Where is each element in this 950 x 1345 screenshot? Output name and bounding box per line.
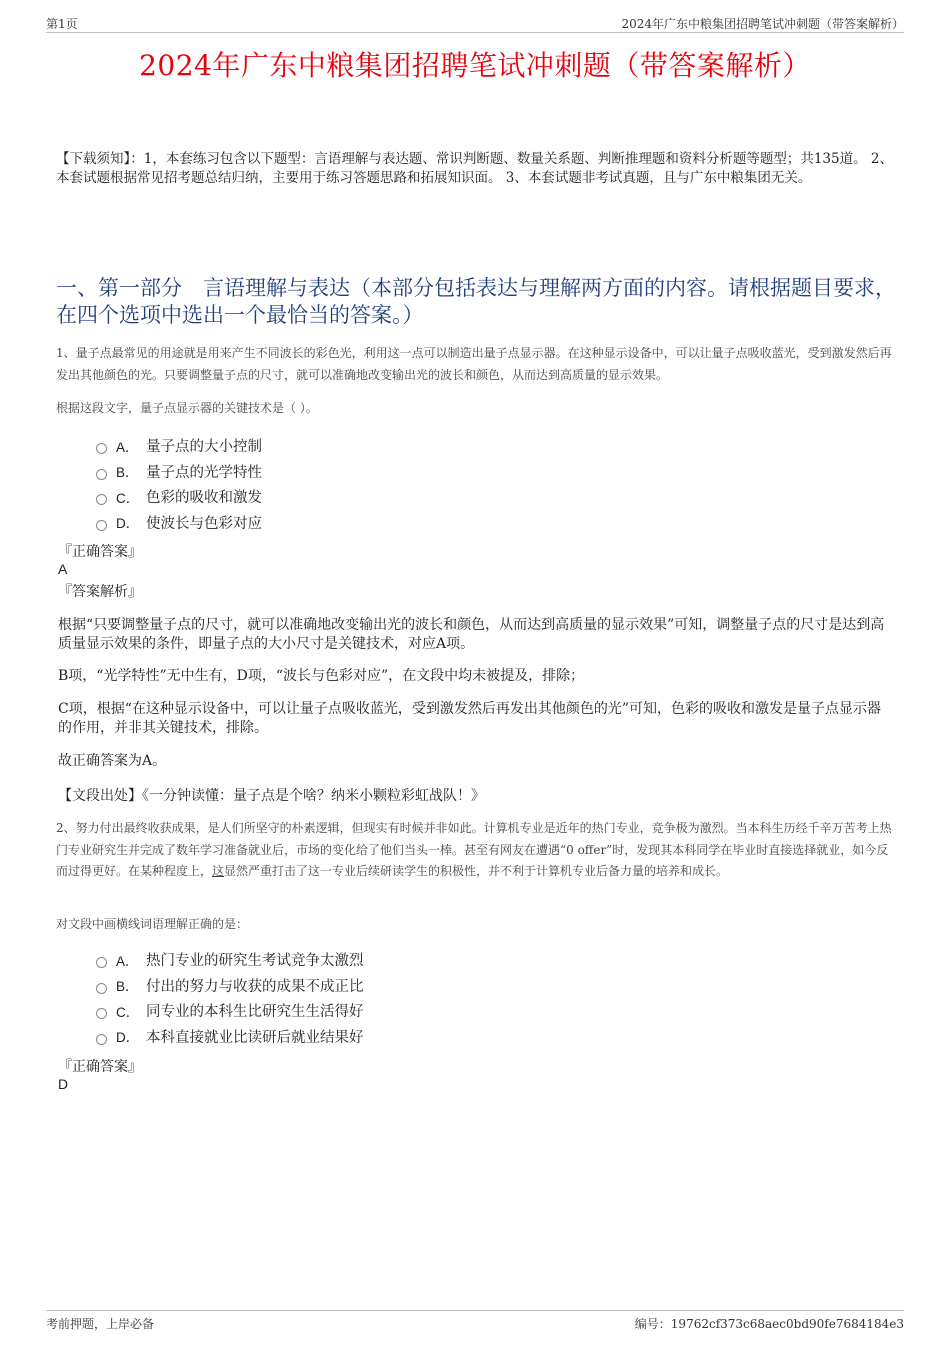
analysis-paragraph: C项，根据“在这种显示设备中，可以让量子点吸收蓝光，受到激发然后再发出其他颜色的光”可知，色彩的吸收和激发是量子点显示器的作用，并非其关键技术，排除。 [58, 701, 882, 736]
radio-icon[interactable] [96, 983, 107, 994]
option-text: 量子点的光学特性 [146, 464, 262, 481]
source-note: 【文段出处】《一分钟读懂：量子点是个啥？纳米小颗粒彩虹战队！》 [58, 788, 485, 804]
footer-slogan: 考前押题，上岸必备 [46, 1317, 155, 1331]
download-notice: 【下载须知】：1，本套练习包含以下题型：言语理解与表达题、常识判断题、数量关系题、判断推理题和资料分析题等题型；共135道。 2、本套试题根据常见招考题总结归纳，主要用于练习答题思路和拓展知识面。 3、本套试题非考试真题，且与广东中粮集团无关。 [56, 151, 893, 186]
radio-icon[interactable] [96, 494, 107, 505]
answer-value: D [58, 1076, 69, 1092]
option-key: C． [116, 490, 140, 506]
page-header [46, 14, 904, 33]
option-b[interactable] [96, 973, 796, 999]
option-key: A． [116, 953, 139, 969]
radio-icon[interactable] [96, 469, 107, 480]
radio-icon[interactable] [96, 520, 107, 531]
question-2-text: 2、努力付出最终收获成果，是人们所坚守的朴素逻辑，但现实有时候并非如此。计算机专业是近年的热门专业，竞争极为激烈。当本科生历经千辛万苦考上热门专业研究生并完成了数年学习准备就业后，市场的变化给了他们当头一棒。甚至有网友在遭遇“0 offer”时，发现其本科同学在毕业时直接选择就业，如今反而过得更好。在某种程度上，这显然严重打击了这一专业后续研读学生的积极性，并不利于计算机专业后备力量的培养和成长。 [56, 821, 892, 878]
radio-icon[interactable] [96, 1008, 107, 1019]
question-1-options [96, 433, 796, 535]
option-text: 热门专业的研究生考试竞争太激烈 [146, 953, 364, 970]
analysis-conclusion: 故正确答案为A。 [58, 753, 167, 769]
question-2-prompt: 对文段中画横线词语理解正确的是： [56, 917, 249, 931]
option-text: 付出的努力与收获的成果不成正比 [146, 978, 364, 995]
document-id: 编号：19762cf373c68aec0bd90fe7684184e3 [634, 1317, 904, 1331]
header-doc-title: 2024年广东中粮集团招聘笔试冲刺题（带答案解析） [621, 17, 904, 31]
option-key: C． [116, 1004, 140, 1020]
underlined-word: 这 [212, 864, 225, 878]
option-text: 同专业的本科生比研究生生活得好 [146, 1004, 364, 1021]
answer-label: 『正确答案』 [58, 544, 142, 560]
question-1-prompt: 根据这段文字，量子点显示器的关键技术是（ ）。 [56, 401, 318, 415]
option-key: B． [116, 979, 139, 995]
option-c[interactable] [96, 998, 796, 1024]
option-key: D． [116, 1030, 140, 1046]
option-a[interactable] [96, 433, 796, 459]
page-footer [46, 1310, 904, 1333]
answer-label: 『正确答案』 [58, 1059, 142, 1075]
option-key: D． [116, 516, 140, 532]
analysis-label: 『答案解析』 [58, 584, 142, 600]
radio-icon[interactable] [96, 443, 107, 454]
option-d[interactable] [96, 1024, 796, 1050]
option-b[interactable] [96, 459, 796, 485]
option-key: B． [116, 465, 139, 481]
question-2-options [96, 947, 796, 1049]
answer-value: A [58, 561, 68, 577]
option-text: 使波长与色彩对应 [146, 515, 262, 532]
option-text: 色彩的吸收和激发 [146, 490, 262, 507]
option-text: 本科直接就业比读研后就业结果好 [146, 1029, 364, 1046]
option-c[interactable] [96, 484, 796, 510]
option-text: 量子点的大小控制 [146, 439, 262, 456]
page-number: 第1页 [46, 17, 78, 31]
question-1-text: 1、量子点最常见的用途就是用来产生不同波长的彩色光，利用这一点可以制造出量子点显示器。在这种显示设备中，可以让量子点吸收蓝光，受到激发然后再发出其他颜色的光。只要调整量子点的尺寸，就可以准确地改变输出光的波长和颜色，从而达到高质量的显示效果。 [56, 346, 892, 382]
document-title: 2024年广东中粮集团招聘笔试冲刺题（带答案解析） [139, 49, 811, 82]
analysis-paragraph: B项，“光学特性”无中生有，D项，“波长与色彩对应”，在文段中均未被提及，排除； [58, 668, 585, 684]
option-key: A． [116, 439, 139, 455]
analysis-paragraph: 根据“只要调整量子点的尺寸，就可以准确地改变输出光的波长和颜色，从而达到高质量的显示效果”可知，调整量子点的尺寸是达到高质量显示效果的条件，即量子点的大小尺寸是关键技术，对应A项。 [58, 617, 885, 652]
radio-icon[interactable] [96, 957, 107, 968]
section-title: 一、第一部分 言语理解与表达（本部分包括表达与理解两方面的内容。请根据题目要求，在四个选项中选出一个最恰当的答案。） [56, 276, 896, 327]
option-d[interactable] [96, 510, 796, 536]
option-a[interactable] [96, 947, 796, 973]
radio-icon[interactable] [96, 1034, 107, 1045]
